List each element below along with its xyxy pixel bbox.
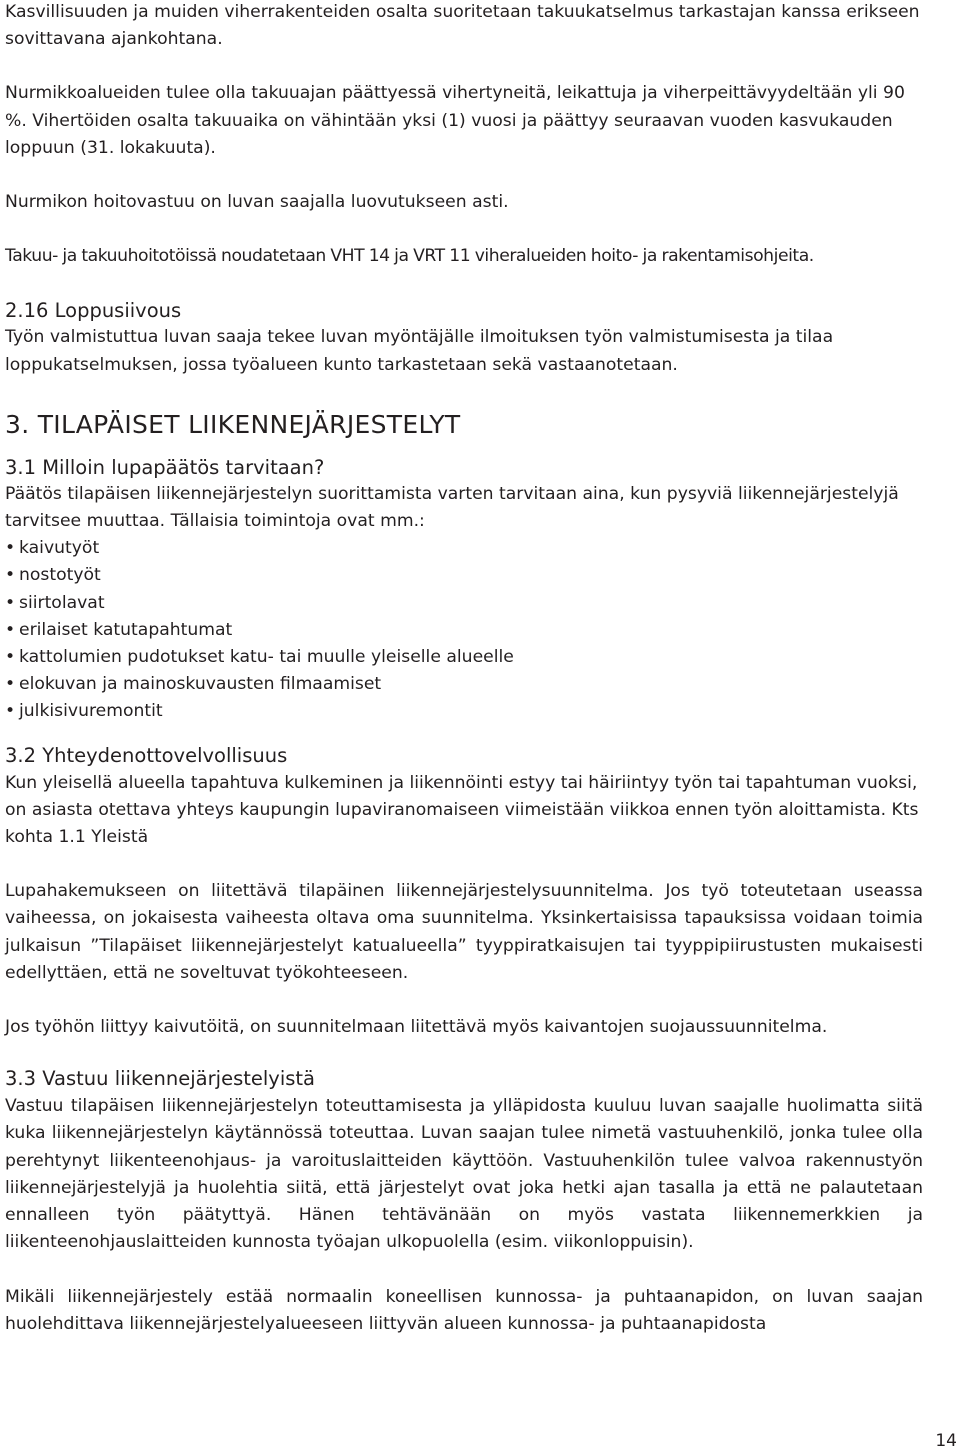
bullet-icon: • xyxy=(5,538,16,559)
heading-loppusiivous: 2.16 Loppusiivous xyxy=(5,299,182,323)
paragraph-lupahakemus: Lupahakemukseen on liitettävä tilapäinen liikennejärjestelysuunnitelma. Jos työ toteutetaan useassa vaiheessa, on jokaisesta vaiheesta oltava oma suunnitelma. Yksinkertaisissa tapauksissa voidaan toimia julkaisun ”Tilapäiset liikennejärjestelyt katualueella” tyyppiratkaisujen tai tyyppipiirustusten mukaisesti edellyttäen, että ne soveltuvat työkohteeseen. xyxy=(5,881,923,983)
paragraph-takuukatselmus: Kasvillisuuden ja muiden viherrakenteiden osalta suoritetaan takuukatselmus tarkastajan kanssa erikseen sovittavana ajankohtana. xyxy=(5,2,920,50)
paragraph-yhteydenotto: Kun yleisellä alueella tapahtuva kulkeminen ja liikennöinti estyy tai häiriintyy työn tai tapahtuman vuoksi, on asiasta otettava yhteys kaupungin lupaviranomaiseen viimeistään viikkoa ennen työn aloittamista. Kts kohta 1.1 Yleistä xyxy=(5,772,919,848)
list-item: • kaivutyöt xyxy=(5,535,923,562)
paragraph-loppusiivous: Työn valmistuttua luvan saaja tekee luvan myöntäjälle ilmoituksen työn valmistumisesta ja tilaa loppukatselmuksen, jossa työalueen kunto tarkastetaan sekä vastaanotetaan. xyxy=(5,327,834,375)
heading-milloin-lupapaatos: 3.1 Milloin lupapäätös tarvitaan? xyxy=(5,455,325,479)
bullet-icon: • xyxy=(5,647,16,668)
heading-vastuu-liikennejarjestelyista: 3.3 Vastuu liikennejärjestelyistä xyxy=(5,1067,316,1091)
list-item: • nostotyöt xyxy=(5,562,923,589)
list-item: • julkisivuremontit xyxy=(5,698,923,725)
paragraph-puhtaanapito: Mikäli liikennejärjestely estää normaalin koneellisen kunnossa- ja puhtaanapidon, on luvan saajan huolehdittava liikennejärjestelyalueeseen liittyvän alueen kunnossa- ja puhtaanapidosta xyxy=(5,1286,923,1334)
document-page xyxy=(5,0,923,1338)
bullet-icon: • xyxy=(5,565,16,586)
page-number: 14 xyxy=(935,1431,957,1451)
heading-yhteydenottovelvollisuus: 3.2 Yhteydenottovelvollisuus xyxy=(5,743,288,767)
paragraph-kaivutyot: Jos työhön liittyy kaivutöitä, on suunnitelmaan liitettävä myös kaivantojen suojaussuunnitelma. xyxy=(5,1017,828,1038)
chapter-heading-tilapaiset: 3. TILAPÄISET LIIKENNEJÄRJESTELYT xyxy=(5,409,461,439)
paragraph-takuuhoito: Takuu- ja takuuhoitotöissä noudatetaan VHT 14 ja VRT 11 viheralueiden hoito- ja rakentamisohjeita. xyxy=(5,246,814,267)
bullet-icon: • xyxy=(5,619,16,640)
paragraph-lupapaatos: Päätös tilapäisen liikennejärjestelyn suorittamista varten tarvitaan aina, kun pysyviä liikennejärjestelyjä tarvitsee muuttaa. Tällaisia toimintoja ovat mm.: xyxy=(5,483,899,532)
list-item: • elokuvan ja mainoskuvausten filmaamiset xyxy=(5,671,923,698)
list-item: • erilaiset katutapahtumat xyxy=(5,617,923,644)
list-item: • siirtolavat xyxy=(5,590,923,617)
bullet-icon: • xyxy=(5,592,16,613)
paragraph-hoitovastuu: Nurmikon hoitovastuu on luvan saajalla luovutukseen asti. xyxy=(5,192,509,213)
bullet-icon: • xyxy=(5,701,16,722)
paragraph-vastuu: Vastuu tilapäisen liikennejärjestelyn toteuttamisesta ja ylläpidosta kuuluu luvan saajalle huolimatta siitä kuka liikennejärjestelyn käytännössä toteuttaa. Luvan saajan tulee nimetä vastuuhenkilö, jonka tulee olla perehtynyt liikenteenohjaus- ja varoituslaitteiden käyttöön. Vastuuhenkilön tulee valvoa rakennustyön liikennejärjestelyjä ja huolehtia siitä, että järjestelyt ovat joka hetki ajan tasalla ja että ne palautetaan ennalleen työn päätyttyä. Hänen tehtävänään on myös vastata liikennemerkkien ja liikenteenohjauslaitteiden kunnosta työajan ulkopuolella (esim. viikonloppuisin). xyxy=(5,1096,923,1253)
activity-list xyxy=(5,535,923,725)
bullet-icon: • xyxy=(5,674,16,695)
paragraph-nurmikkoalueet: Nurmikkoalueiden tulee olla takuuajan päättyessä vihertyneitä, leikattuja ja viherpeittävyydeltään yli 90 %. Vihertöiden osalta takuuaika on vähintään yksi (1) vuosi ja päättyy seuraavan vuoden kasvukauden loppuun (31. lokakuuta). xyxy=(5,83,905,158)
list-item: • kattolumien pudotukset katu- tai muulle yleiselle alueelle xyxy=(5,644,923,671)
